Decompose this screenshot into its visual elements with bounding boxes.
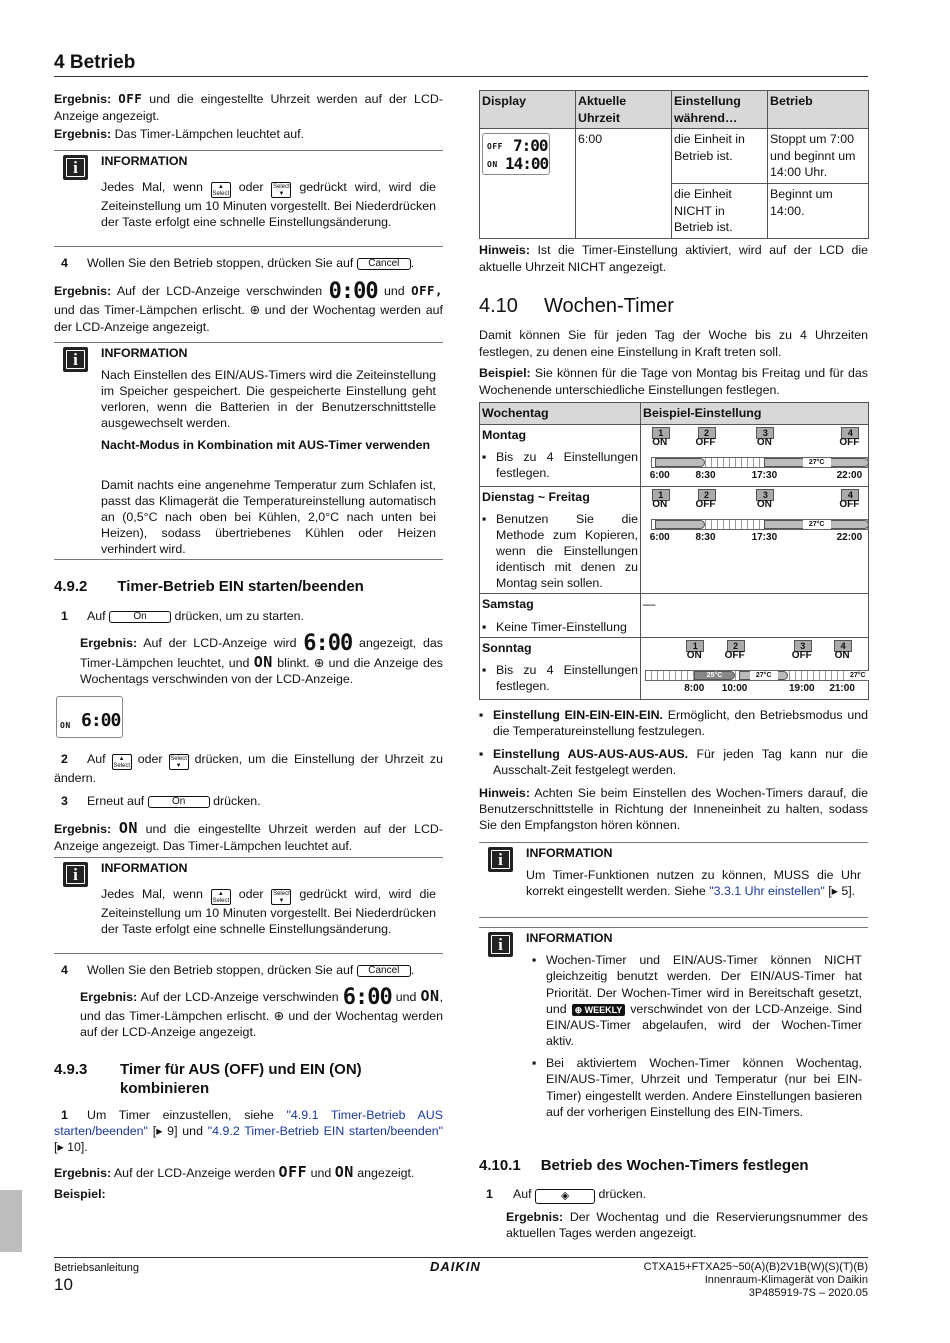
select-down-button-icon: Select ▼ [273,891,290,904]
reservation-number: 3 [756,489,774,501]
lcd-time-display: 6:00 [303,631,353,656]
time-label: 8:30 [695,469,716,481]
result-paragraph: Ergebnis: Auf der LCD-Anzeige verschwinden 0:00 und OFF, und das Timer-Lämpchen erlischt. ⊕ und der Wochentag werden auf der LCD-Anzeige angezeigt. [54,279,443,334]
select-down-button-icon: Select ▼ [170,756,187,769]
weekly-button-icon: ◈ [535,1189,595,1204]
time-label: 17:30 [751,469,778,481]
page-number: 10 [54,1275,73,1294]
time-label: 10:00 [721,682,748,694]
timer-state-label: ON [652,498,668,510]
information-box [54,857,443,954]
information-title: INFORMATION [526,846,613,860]
section-heading: 4.9.2 Timer-Betrieb EIN starten/beenden [54,578,364,595]
lcd-time-display: 6:00 [342,985,392,1010]
lcd-display-image: ON 6:00 [56,696,123,738]
schedule-diagram [645,640,869,696]
timer-state-label: OFF [839,498,860,510]
schedule-active-range [655,520,705,529]
result-paragraph: Ergebnis: OFF und die eingestellte Uhrzeit werden auf der LCD-Anzeige angezeigt. [54,91,443,123]
table-header: Betrieb [768,91,869,129]
on-button-icon: On [148,796,210,808]
temperature-label: 25°C [706,671,723,679]
information-title: INFORMATION [526,931,613,945]
information-text: Damit nachts eine angenehme Temperatur zum Schlafen ist, passt das Klimagerät die Temperatureinstellung automatisch an (0,5°C nach oben bei Kühlen, 2,0°C nach unten bei Heizen), sodass übertriebenes Kühlen oder Heizen verhindert wird. [101,478,436,556]
daikin-logo: DAIKIN [430,1259,481,1274]
information-text: Jedes Mal, wenn ▲ Select oder Select ▼ gedrückt wird, wird die Zeiteinstellung um 10 Minuten vorgestellt. Bei Niederdrücken der Taste erfolgt eine schnelle Einstellungsänderung. [101,887,436,936]
select-up-button-icon: ▲ Select [212,184,230,197]
table-row: Montag ▪ Bis zu 4 Einstellungen festlegen. 27°C 1 ON 6:00 2 OFF 8:30 3 ON 17:30 4 OFF 22:00 [480,424,869,486]
information-box [54,150,443,247]
hinweis-paragraph: Hinweis: Ist die Timer-Einstellung aktiviert, wird auf der LCD die aktuelle Uhrzeit NICHT angezeigt. [479,243,868,274]
table-header: Wochentag [480,403,641,425]
reservation-number: 1 [652,489,670,501]
step-2: 2 Auf ▲ Select oder Select ▼ drücken, um die Einstellung der Uhrzeit zu ändern. [54,752,443,785]
schedule-diagram [651,489,869,545]
temperature-label: 27°C [750,671,778,680]
lcd-off-text: OFF [118,91,143,106]
header-rule [54,76,868,77]
step-1: 1 Um Timer einzustellen, siehe "4.9.1 Timer-Betrieb AUS starten/beenden" [▸ 9] und "4.9.2 Timer-Betrieb EIN starten/beenden" [▸ 10]. [54,1108,443,1154]
time-label: 19:00 [789,682,815,694]
timer-state-label: ON [756,498,772,510]
time-label: 22:00 [836,469,863,481]
temperature-label: 27°C [844,671,872,680]
information-icon [63,862,88,887]
hinweis-paragraph: Hinweis: Achten Sie beim Einstellen des Wochen-Timers darauf, die Benutzerschnittstelle in Richtung der Inneneinheit zu halten, sodass Sie den Empfangston hören können. [479,786,868,832]
schedule-active-range [655,458,705,467]
table-row: Samstag ▪ Keine Timer-Einstellung — [480,594,869,638]
time-label: 22:00 [836,531,863,543]
table-row: Sonntag ▪ Bis zu 4 Einstellungen festlegen. 25°C 27°C 27°C 1 ON 8:00 2 OFF 10:00 3 OFF 19:00 4 ON 21:00 [480,637,869,699]
time-label: 17:30 [751,531,778,543]
result-paragraph: Ergebnis: Der Wochentag und die Reservierungsnummer des aktuellen Tages werden angezeigt. [506,1210,868,1240]
bullet-item: ▪ Einstellung EIN-EIN-EIN-EIN. Ermöglicht, den Betriebsmodus und die Temperatureinstellung festzulegen. [479,708,868,738]
select-up-button-icon: ▲ Select [113,756,130,769]
information-icon [63,155,88,180]
reservation-number: 2 [698,427,716,439]
cross-reference-link[interactable]: "4.9.2 Timer-Betrieb EIN starten/beenden" [207,1124,443,1138]
result-paragraph: Ergebnis: Auf der LCD-Anzeige verschwinden 6:00 und ON, und das Timer-Lämpchen erlischt. ⊕ und der Wochentag werden auf der LCD-Anzeige angezeigt. [80,985,444,1039]
table-header: Aktuelle Uhrzeit [576,91,672,129]
time-label: 21:00 [829,682,855,694]
table-header: Beispiel-Einstellung [641,403,869,425]
reservation-number: 1 [652,427,670,439]
result-paragraph: Ergebnis: Auf der LCD-Anzeige wird 6:00 angezeigt, das Timer-Lämpchen leuchtet, und ON blinkt. ⊕ und die Anzeige des Wochentags verschwinden von der LCD-Anzeige. [80,631,443,686]
information-box [479,842,868,918]
information-box [54,342,443,560]
reservation-number: 1 [686,640,704,652]
lcd-time-display: 0:00 [328,279,378,304]
timer-state-label: ON [686,649,702,661]
reservation-number: 4 [841,489,859,501]
information-box [479,927,868,1142]
example-label: Beispiel: [54,1187,106,1201]
weekly-timer-table [479,402,869,700]
weekly-indicator-icon: ⊕ WEEKLY [572,1004,626,1016]
timer-state-label: OFF [695,436,716,448]
table-row: die Einheit NICHT in Betrieb ist. Beginnt um 14:00. [480,184,869,239]
step-3: 3 Erneut auf On drücken. [61,794,261,808]
result-paragraph: Ergebnis: Das Timer-Lämpchen leuchtet auf. [54,127,305,141]
body-paragraph: Beispiel: Sie können für die Tage von Montag bis Freitag und für das Wochenende unterschiedliche Einstellungen festlegen. [479,366,868,397]
information-title: INFORMATION [101,346,188,360]
timer-state-label: ON [834,649,850,661]
information-text: Jedes Mal, wenn ▲ Select oder Select ▼ gedrückt wird, wird die Zeiteinstellung um 10 Minuten vorgestellt. Bei Niederdrücken der Taste erfolgt eine schnelle Einstellungsänderung. [101,180,436,229]
reservation-number: 4 [841,427,859,439]
body-paragraph: Damit können Sie für jeden Tag der Woche bis zu 4 Uhrzeiten festlegen, zu denen eine Einstellung in Kraft treten soll. [479,328,868,359]
time-label: 8:30 [695,531,716,543]
step-1: 1 Auf On drücken, um zu starten. [61,609,304,623]
section-heading: 4.10 Wochen-Timer [479,295,674,317]
step-4: 4 Wollen Sie den Betrieb stoppen, drücken Sie auf Cancel . [61,256,415,270]
result-paragraph: Ergebnis: ON und die eingestellte Uhrzeit werden auf der LCD-Anzeige angezeigt. Das Timer-Lämpchen leuchtet auf. [54,819,443,854]
timer-state-label: OFF [695,498,716,510]
information-title: INFORMATION [101,154,188,168]
timer-state-label: OFF [839,436,860,448]
temperature-label: 27°C [803,458,831,467]
schedule-diagram [651,427,869,483]
information-title: INFORMATION [101,861,188,875]
cross-reference-link[interactable]: "3.3.1 Uhr einstellen" [709,884,825,898]
reservation-number: 2 [727,640,745,652]
temperature-label: 27°C [803,520,831,529]
cancel-button-icon: Cancel [357,258,411,270]
table-header: Einstellung während… [672,91,768,129]
timer-table [479,90,869,239]
step-1: 1 Auf ◈ drücken. [486,1187,647,1202]
timer-state-label: ON [652,436,668,448]
bullet-item: ▪ Bei aktiviertem Wochen-Timer können Wochentag, EIN/AUS-Timer, Uhrzeit und Temperatur (nur bei EIN-Timer) eingestellt werden. Andere Einstellungen basieren auf der vorherigen Einstellung des EIN-Timers. [532,1056,862,1119]
step-4: 4 Wollen Sie den Betrieb stoppen, drücken Sie auf Cancel . [61,963,415,977]
page-side-tab [0,1190,22,1252]
bullet-item: ▪ Wochen-Timer und EIN/AUS-Timer können NICHT gleichzeitig benutzt werden. Der EIN/AUS-Timer hat Priorität. Der Wochen-Timer wird in Bereitschaft gesetzt, und ⊕ WEEKLY verschwindet von der LCD-Anzeige. Sind EIN/AUS-Timer abgelaufen, wird der Wochen-Timer aktiv. [532,953,862,1049]
select-down-button-icon: Select ▼ [273,184,290,197]
footer-model-info: CTXA15+FTXA25~50(A)(B)2V1B(W)(S)(T)(B) Innenraum-Klimagerät von Daikin 3P485919-7S – 2020.05 [643,1261,868,1299]
timer-state-label: ON [756,436,772,448]
reservation-number: 3 [794,640,812,652]
lcd-display-image: OFF 7:00 ON 14:00 [482,133,550,175]
information-icon [63,347,88,372]
table-header: Display [480,91,576,129]
table-row: OFF 7:00 ON 14:00 6:00 die Einheit in Betrieb ist. Stoppt um 7:00 und beginnt um 14:00 Uhr. [480,129,869,184]
reservation-number: 4 [834,640,852,652]
time-label: 6:00 [649,469,670,481]
table-row: Dienstag ~ Freitag ▪ Benutzen Sie die Methode zum Kopieren, wenn die Einstellungen identisch mit denen zu Montag sein sollen. 27°C 1 ON 6:00 2 OFF 8:30 3 ON 17:30 4 OFF 22:00 [480,486,869,594]
reservation-number: 2 [698,489,716,501]
timer-state-label: OFF [724,649,745,661]
bullet-item: ▪ Einstellung AUS-AUS-AUS-AUS. Für jeden Tag kann nur die Ausschalt-Zeit festgelegt werden. [479,747,868,777]
reservation-number: 3 [756,427,774,439]
result-paragraph: Ergebnis: Auf der LCD-Anzeige werden OFF und ON angezeigt. [54,1163,415,1181]
chapter-title: 4 Betrieb [54,52,136,73]
time-label: 6:00 [649,531,670,543]
section-heading: 4.10.1 Betrieb des Wochen-Timers festlegen [479,1157,809,1174]
footer-doc-type: Betriebsanleitung [54,1262,140,1274]
time-label: 8:00 [684,682,705,694]
information-text: Nach Einstellen des EIN/AUS-Timers wird die Zeiteinstellung im Speicher gespeichert. Die gespeicherte Einstellung geht verloren, wenn die Batterien in der Benutzerschnittstelle ausgewechselt werden. [101,368,436,430]
on-button-icon: On [109,611,171,623]
timer-state-label: OFF [791,649,812,661]
information-subheading: Nacht-Modus in Kombination mit AUS-Timer verwenden [101,438,431,452]
information-text: Um Timer-Funktionen nutzen zu können, MUSS die Uhr korrekt eingestellt werden. Siehe "3.3.1 Uhr einstellen" [▸ 5]. [526,868,861,898]
cancel-button-icon: Cancel [357,965,411,977]
select-up-button-icon: ▲ Select [212,891,230,904]
cross-reference-link[interactable]: "4.9.1 Timer-Betrieb AUS starten/beenden" [54,1108,443,1138]
information-icon [488,847,513,872]
information-icon [488,932,513,957]
